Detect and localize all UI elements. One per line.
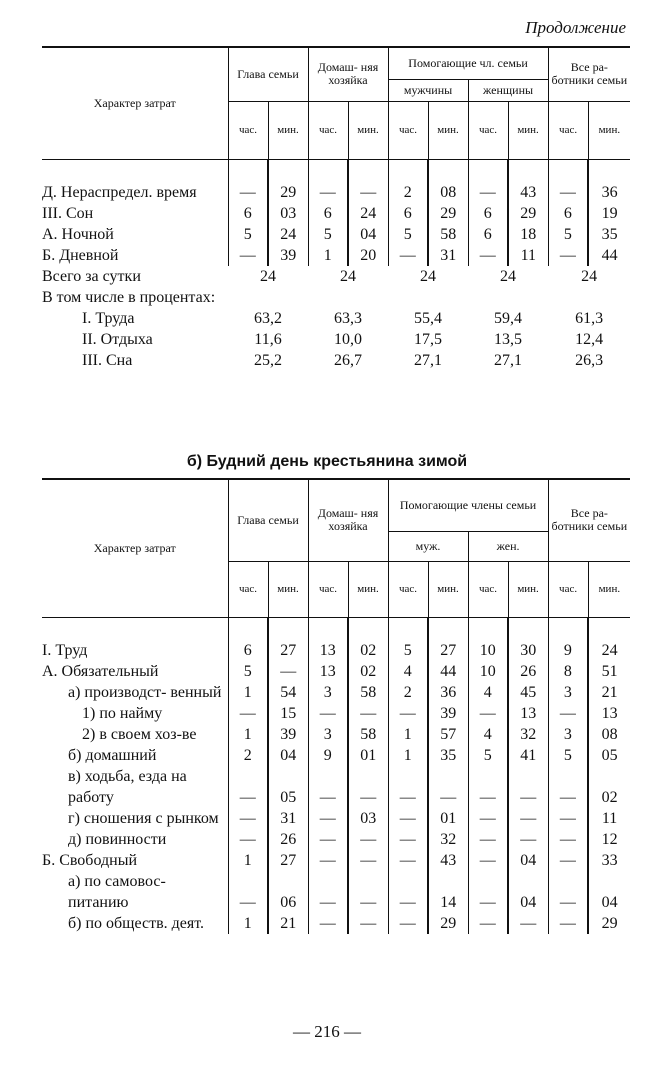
cell-hours: — bbox=[548, 871, 588, 913]
cell-hours: 5 bbox=[548, 224, 588, 245]
row-label: I. Труда bbox=[82, 309, 135, 327]
unit-hours: час. bbox=[308, 101, 348, 159]
cell-hours: — bbox=[308, 182, 348, 203]
cell-minutes: 29 bbox=[428, 203, 468, 224]
cell-hours: 4 bbox=[468, 682, 508, 703]
cell-minutes: 02 bbox=[588, 766, 630, 808]
row-label: Всего за сутки bbox=[42, 267, 141, 285]
cell-hours: — bbox=[308, 703, 348, 724]
cell-percent: 26,3 bbox=[575, 351, 604, 369]
cell-minutes: — bbox=[348, 766, 388, 808]
cell-hours: — bbox=[548, 703, 588, 724]
cell-minutes: 39 bbox=[268, 724, 308, 745]
cell-hours: — bbox=[468, 245, 508, 266]
cell-minutes: 14 bbox=[428, 871, 468, 913]
cell-minutes: 35 bbox=[428, 745, 468, 766]
cell-minutes: 32 bbox=[428, 829, 468, 850]
cell-minutes: 04 bbox=[588, 871, 630, 913]
unit-minutes: мин. bbox=[508, 101, 548, 159]
column-header-housewife: Домаш- няя хозяйка bbox=[308, 479, 388, 561]
cell-minutes: — bbox=[268, 661, 308, 682]
cell-minutes: 27 bbox=[268, 640, 308, 661]
unit-minutes: мин. bbox=[508, 561, 548, 617]
cell-minutes: 04 bbox=[508, 871, 548, 913]
table-row bbox=[42, 245, 630, 266]
column-header-men: муж. bbox=[388, 531, 468, 561]
cell-minutes: — bbox=[428, 766, 468, 808]
cell-hours: 1 bbox=[228, 913, 268, 934]
cell-hours: — bbox=[548, 913, 588, 934]
cell-percent: 63,2 bbox=[254, 309, 282, 327]
unit-minutes: мин. bbox=[428, 101, 468, 159]
cell-percent: 13,5 bbox=[494, 330, 523, 348]
cell-hours: 1 bbox=[228, 682, 268, 703]
cell-minutes: 29 bbox=[428, 913, 468, 934]
column-header-helpers: Помогающие члены семьи bbox=[388, 479, 548, 531]
row-label: б) по обществ. деят. bbox=[68, 914, 205, 932]
cell-hours: — bbox=[468, 182, 508, 203]
cell-minutes: 57 bbox=[428, 724, 468, 745]
cell-hours: — bbox=[548, 808, 588, 829]
cell-minutes: 29 bbox=[508, 203, 548, 224]
column-header-label: Характер затрат bbox=[42, 479, 228, 617]
cell-percent: 10,0 bbox=[334, 330, 363, 348]
cell-minutes: 05 bbox=[588, 745, 630, 766]
cell-hours: 6 bbox=[228, 203, 268, 224]
unit-hours: час. bbox=[548, 101, 588, 159]
cell-hours: 1 bbox=[228, 724, 268, 745]
cell-minutes: 54 bbox=[268, 682, 308, 703]
cell-total: 24 bbox=[420, 267, 437, 285]
row-label: III. Сон bbox=[42, 204, 94, 222]
cell-minutes: — bbox=[348, 703, 388, 724]
cell-total: 24 bbox=[260, 267, 276, 285]
cell-hours: — bbox=[308, 913, 348, 934]
cell-hours: — bbox=[388, 850, 428, 871]
cell-minutes: 41 bbox=[508, 745, 548, 766]
table-row bbox=[42, 913, 630, 934]
cell-minutes: 19 bbox=[588, 203, 630, 224]
row-label: Б. Свободный bbox=[42, 851, 137, 869]
cell-minutes: 27 bbox=[428, 640, 468, 661]
cell-hours: 5 bbox=[228, 661, 268, 682]
cell-hours: — bbox=[308, 766, 348, 808]
cell-hours: — bbox=[228, 703, 268, 724]
cell-hours: 5 bbox=[388, 640, 428, 661]
row-label: III. Сна bbox=[82, 351, 133, 369]
cell-minutes: 15 bbox=[268, 703, 308, 724]
cell-minutes: 39 bbox=[428, 703, 468, 724]
cell-hours: — bbox=[548, 829, 588, 850]
cell-hours: 6 bbox=[548, 203, 588, 224]
cell-minutes: 13 bbox=[508, 703, 548, 724]
cell-hours: — bbox=[228, 245, 268, 266]
row-label: А. Ночной bbox=[42, 225, 114, 243]
cell-minutes: — bbox=[508, 808, 548, 829]
cell-minutes: 29 bbox=[588, 913, 630, 934]
cell-minutes: 39 bbox=[268, 245, 308, 266]
cell-minutes: 04 bbox=[268, 745, 308, 766]
cell-minutes: 31 bbox=[428, 245, 468, 266]
table-row bbox=[42, 182, 630, 203]
cell-hours: — bbox=[468, 850, 508, 871]
cell-minutes: — bbox=[348, 913, 388, 934]
cell-percent: 12,4 bbox=[575, 330, 604, 348]
row-label: в) ходьба, езда на работу bbox=[68, 767, 187, 806]
cell-minutes: 35 bbox=[588, 224, 630, 245]
cell-minutes: 58 bbox=[348, 682, 388, 703]
cell-percent: 59,4 bbox=[494, 309, 523, 327]
page-number: — 216 — bbox=[293, 1022, 361, 1041]
column-header-head: Глава семьи bbox=[228, 47, 308, 101]
unit-hours: час. bbox=[228, 101, 268, 159]
column-header-all: Все ра- ботники семьи bbox=[548, 479, 630, 561]
unit-minutes: мин. bbox=[428, 561, 468, 617]
cell-hours: 1 bbox=[388, 745, 428, 766]
column-header-housewife: Домаш- няя хозяйка bbox=[308, 47, 388, 101]
cell-total: 24 bbox=[500, 267, 517, 285]
cell-hours: — bbox=[548, 245, 588, 266]
cell-hours: — bbox=[468, 703, 508, 724]
cell-total: 24 bbox=[340, 267, 357, 285]
table-row bbox=[42, 829, 630, 850]
unit-minutes: мин. bbox=[268, 101, 308, 159]
cell-minutes: 12 bbox=[588, 829, 630, 850]
table-row bbox=[42, 745, 630, 766]
percent-label-row bbox=[42, 287, 630, 308]
row-label: 1) по найму bbox=[82, 704, 163, 722]
cell-hours: 13 bbox=[308, 661, 348, 682]
cell-hours: 3 bbox=[308, 682, 348, 703]
unit-minutes: мин. bbox=[588, 101, 630, 159]
table-row bbox=[42, 640, 630, 661]
table-weekday-winter bbox=[42, 478, 630, 934]
cell-hours: 1 bbox=[388, 724, 428, 745]
column-header-helpers: Помогающие чл. семьи bbox=[388, 47, 548, 79]
cell-percent: 27,1 bbox=[494, 351, 523, 369]
cell-minutes: 21 bbox=[588, 682, 630, 703]
table-row bbox=[42, 203, 630, 224]
row-label: I. Труд bbox=[42, 641, 88, 659]
cell-percent: 26,7 bbox=[334, 351, 363, 369]
cell-minutes: 36 bbox=[428, 682, 468, 703]
cell-minutes: — bbox=[508, 766, 548, 808]
cell-percent: 17,5 bbox=[414, 330, 443, 348]
cell-percent: 63,3 bbox=[334, 309, 363, 327]
row-label: д) повинности bbox=[68, 830, 167, 848]
cell-hours: — bbox=[468, 871, 508, 913]
cell-minutes: 01 bbox=[348, 745, 388, 766]
cell-hours: 3 bbox=[548, 682, 588, 703]
unit-minutes: мин. bbox=[348, 561, 388, 617]
cell-minutes: 18 bbox=[508, 224, 548, 245]
cell-minutes: — bbox=[348, 829, 388, 850]
row-label: б) домашний bbox=[68, 746, 157, 764]
cell-minutes: 24 bbox=[588, 640, 630, 661]
cell-minutes: 58 bbox=[348, 724, 388, 745]
cell-hours: 2 bbox=[228, 745, 268, 766]
cell-hours: — bbox=[308, 808, 348, 829]
cell-hours: — bbox=[228, 808, 268, 829]
cell-minutes: 03 bbox=[348, 808, 388, 829]
continuation-label: Продолжение bbox=[525, 18, 626, 37]
column-header-women: женщины bbox=[468, 79, 548, 101]
cell-minutes: 30 bbox=[508, 640, 548, 661]
cell-hours: 5 bbox=[548, 745, 588, 766]
cell-minutes: 26 bbox=[508, 661, 548, 682]
cell-hours: — bbox=[228, 182, 268, 203]
cell-minutes: 51 bbox=[588, 661, 630, 682]
cell-minutes: 02 bbox=[348, 661, 388, 682]
table-row bbox=[42, 682, 630, 703]
column-header-women: жен. bbox=[468, 531, 548, 561]
table-row bbox=[42, 724, 630, 745]
cell-minutes: 33 bbox=[588, 850, 630, 871]
cell-percent: 11,6 bbox=[254, 330, 282, 348]
cell-hours: 3 bbox=[548, 724, 588, 745]
cell-total: 24 bbox=[581, 267, 598, 285]
cell-minutes: 44 bbox=[588, 245, 630, 266]
unit-hours: час. bbox=[228, 561, 268, 617]
cell-minutes: 08 bbox=[428, 182, 468, 203]
cell-hours: 9 bbox=[308, 745, 348, 766]
cell-minutes: 04 bbox=[348, 224, 388, 245]
cell-hours: — bbox=[468, 808, 508, 829]
cell-percent: 61,3 bbox=[575, 309, 604, 327]
cell-hours: 1 bbox=[308, 245, 348, 266]
section-subtitle: б) Будний день крестьянина зимой bbox=[186, 453, 468, 470]
cell-hours: — bbox=[228, 871, 268, 913]
cell-minutes: 36 bbox=[588, 182, 630, 203]
table-continuation bbox=[42, 46, 630, 371]
cell-hours: 6 bbox=[388, 203, 428, 224]
cell-hours: — bbox=[548, 182, 588, 203]
table-row bbox=[42, 703, 630, 724]
column-header-men: мужчины bbox=[388, 79, 468, 101]
row-label: г) сношения с рынком bbox=[68, 809, 219, 827]
cell-hours: 2 bbox=[388, 182, 428, 203]
cell-minutes: 02 bbox=[348, 640, 388, 661]
unit-hours: час. bbox=[388, 101, 428, 159]
row-label: А. Обязательный bbox=[42, 662, 159, 680]
cell-hours: 9 bbox=[548, 640, 588, 661]
cell-hours: 10 bbox=[468, 640, 508, 661]
cell-minutes: 11 bbox=[508, 245, 548, 266]
row-label: II. Отдыха bbox=[82, 330, 153, 348]
cell-hours: 4 bbox=[388, 661, 428, 682]
cell-hours: 6 bbox=[468, 203, 508, 224]
cell-minutes: 04 bbox=[508, 850, 548, 871]
row-label: а) по самовос- питанию bbox=[68, 872, 166, 911]
cell-hours: 6 bbox=[468, 224, 508, 245]
total-row bbox=[42, 266, 630, 287]
cell-minutes: 20 bbox=[348, 245, 388, 266]
percent-row bbox=[42, 350, 630, 371]
cell-hours: 5 bbox=[468, 745, 508, 766]
percent-row bbox=[42, 308, 630, 329]
cell-minutes: 08 bbox=[588, 724, 630, 745]
cell-hours: 1 bbox=[228, 850, 268, 871]
table-row bbox=[42, 808, 630, 829]
cell-hours: 5 bbox=[388, 224, 428, 245]
cell-minutes: 29 bbox=[268, 182, 308, 203]
unit-hours: час. bbox=[388, 561, 428, 617]
row-label: В том числе в процентах: bbox=[42, 288, 216, 306]
cell-minutes: — bbox=[348, 182, 388, 203]
cell-hours: 3 bbox=[308, 724, 348, 745]
cell-hours: — bbox=[308, 850, 348, 871]
cell-minutes: 58 bbox=[428, 224, 468, 245]
cell-minutes: 21 bbox=[268, 913, 308, 934]
cell-minutes: 26 bbox=[268, 829, 308, 850]
cell-minutes: — bbox=[508, 829, 548, 850]
cell-hours: — bbox=[388, 245, 428, 266]
unit-minutes: мин. bbox=[348, 101, 388, 159]
table-row bbox=[42, 661, 630, 682]
unit-hours: час. bbox=[308, 561, 348, 617]
cell-percent: 27,1 bbox=[414, 351, 443, 369]
cell-percent: 25,2 bbox=[254, 351, 282, 369]
cell-hours: — bbox=[388, 871, 428, 913]
table-row bbox=[42, 224, 630, 245]
cell-hours: — bbox=[388, 808, 428, 829]
cell-hours: — bbox=[388, 766, 428, 808]
cell-minutes: — bbox=[348, 871, 388, 913]
cell-hours: 5 bbox=[228, 224, 268, 245]
cell-hours: — bbox=[228, 766, 268, 808]
column-header-head: Глава семьи bbox=[228, 479, 308, 561]
cell-minutes: 32 bbox=[508, 724, 548, 745]
unit-hours: час. bbox=[548, 561, 588, 617]
cell-minutes: 03 bbox=[268, 203, 308, 224]
unit-minutes: мин. bbox=[268, 561, 308, 617]
cell-minutes: 06 bbox=[268, 871, 308, 913]
row-label: Д. Нераспредел. время bbox=[42, 183, 197, 201]
row-label: 2) в своем хоз-ве bbox=[82, 725, 197, 743]
cell-hours: 13 bbox=[308, 640, 348, 661]
cell-minutes: 05 bbox=[268, 766, 308, 808]
cell-minutes: — bbox=[508, 913, 548, 934]
cell-hours: — bbox=[308, 871, 348, 913]
cell-minutes: 24 bbox=[348, 203, 388, 224]
cell-hours: 2 bbox=[388, 682, 428, 703]
cell-minutes: — bbox=[348, 850, 388, 871]
unit-hours: час. bbox=[468, 101, 508, 159]
cell-hours: — bbox=[388, 913, 428, 934]
table-row bbox=[42, 850, 630, 871]
unit-hours: час. bbox=[468, 561, 508, 617]
cell-hours: — bbox=[468, 829, 508, 850]
unit-minutes: мин. bbox=[588, 561, 630, 617]
cell-minutes: 43 bbox=[508, 182, 548, 203]
cell-hours: — bbox=[388, 703, 428, 724]
column-header-all: Все ра- ботники семьи bbox=[548, 47, 630, 101]
cell-minutes: 44 bbox=[428, 661, 468, 682]
table-row bbox=[42, 871, 630, 913]
cell-hours: — bbox=[308, 829, 348, 850]
table-row bbox=[42, 766, 630, 808]
cell-hours: 8 bbox=[548, 661, 588, 682]
cell-hours: 5 bbox=[308, 224, 348, 245]
cell-minutes: 45 bbox=[508, 682, 548, 703]
cell-hours: 6 bbox=[308, 203, 348, 224]
cell-minutes: 01 bbox=[428, 808, 468, 829]
cell-minutes: 31 bbox=[268, 808, 308, 829]
cell-hours: — bbox=[228, 829, 268, 850]
row-label: Б. Дневной bbox=[42, 246, 119, 264]
cell-hours: 10 bbox=[468, 661, 508, 682]
cell-percent: 55,4 bbox=[414, 309, 443, 327]
cell-minutes: 13 bbox=[588, 703, 630, 724]
cell-hours: — bbox=[548, 766, 588, 808]
cell-hours: — bbox=[468, 913, 508, 934]
cell-hours: 4 bbox=[468, 724, 508, 745]
cell-hours: — bbox=[548, 850, 588, 871]
cell-minutes: 24 bbox=[268, 224, 308, 245]
cell-hours: — bbox=[468, 766, 508, 808]
cell-hours: 6 bbox=[228, 640, 268, 661]
cell-minutes: 11 bbox=[588, 808, 630, 829]
percent-row bbox=[42, 329, 630, 350]
cell-minutes: 43 bbox=[428, 850, 468, 871]
row-label: а) производст- венный bbox=[68, 683, 222, 701]
cell-hours: — bbox=[388, 829, 428, 850]
cell-minutes: 27 bbox=[268, 850, 308, 871]
column-header-label: Характер затрат bbox=[42, 47, 228, 159]
